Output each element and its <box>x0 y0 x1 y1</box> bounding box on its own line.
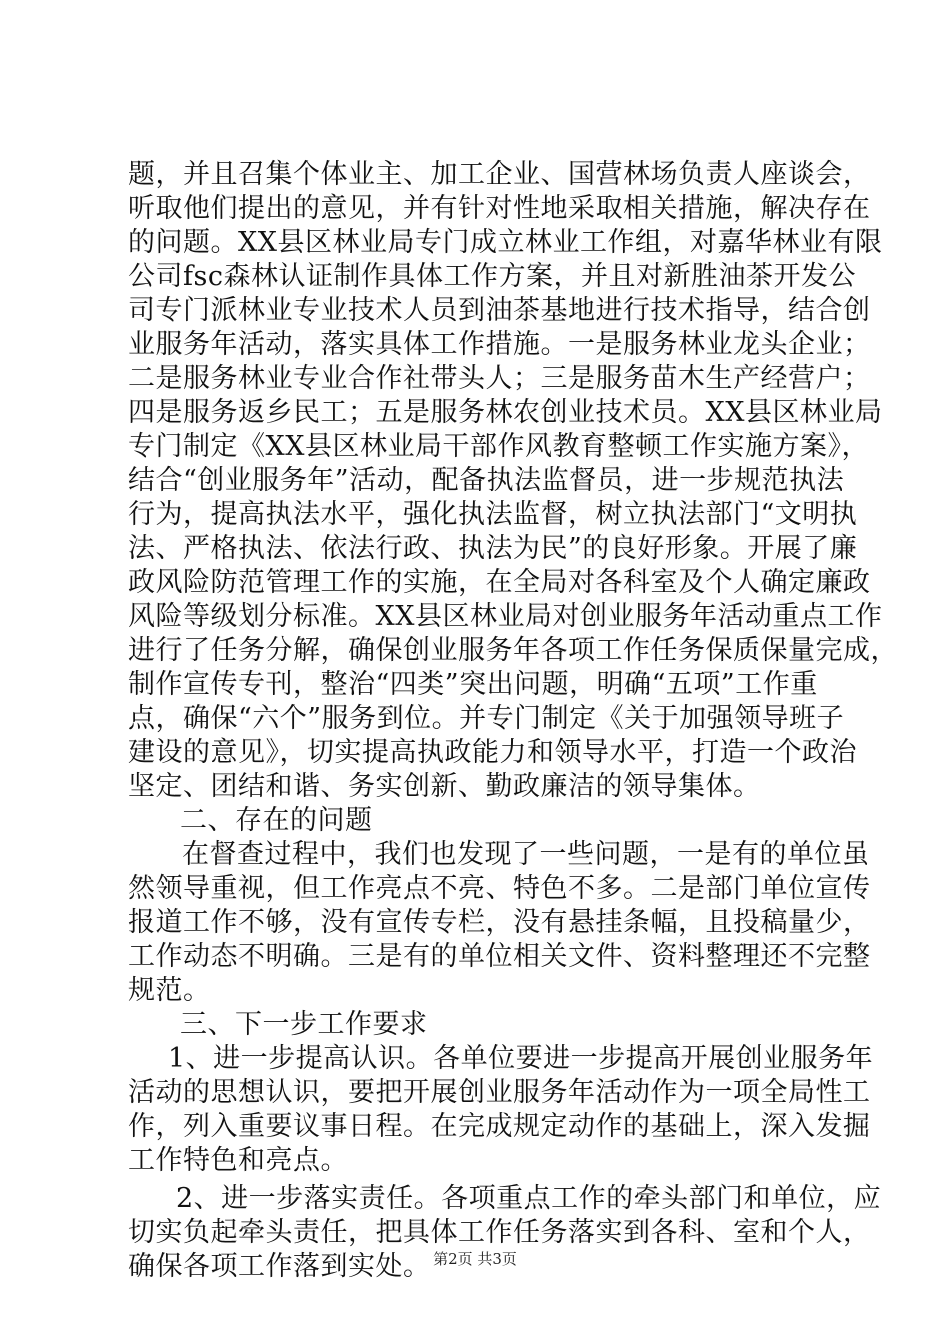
text-line: 法、严格执法、依法行政、执法为民”的良好形象。开展了廉 <box>128 533 858 564</box>
text-line: 坚定、团结和谐、务实创新、勤政廉洁的领导集体。 <box>128 771 761 802</box>
text-line: 公司fsc森林认证制作具体工作方案，并且对新胜油茶开发公 <box>128 261 856 292</box>
text-line: 题，并且召集个体业主、加工企业、国营林场负责人座谈会， <box>128 159 871 190</box>
text-line: 1、进一步提高认识。各单位要进一步提高开展创业服务年 <box>168 1043 874 1074</box>
text-line: 二是服务林业专业合作社带头人；三是服务苗木生产经营户； <box>128 363 871 394</box>
document-body <box>128 158 898 1284</box>
text-line: 政风险防范管理工作的实施，在全局对各科室及个人确定廉政 <box>128 567 871 598</box>
text-line: 专门制定《XX县区林业局干部作风教育整顿工作实施方案》， <box>128 431 869 462</box>
text-line: 制作宣传专刊，整治“四类”突出问题，明确“五项”工作重 <box>128 669 818 700</box>
text-line: 司专门派林业专业技术人员到油茶基地进行技术指导，结合创 <box>128 295 871 326</box>
text-line: 工作动态不明确。三是有的单位相关文件、资料整理还不完整 <box>128 941 871 972</box>
text-line: 进行了任务分解，确保创业服务年各项工作任务保质保量完成， <box>128 635 898 666</box>
text-line: 四是服务返乡民工；五是服务林农创业技术员。XX县区林业局 <box>128 397 883 428</box>
text-line: 确保各项工作落到实处。 <box>128 1251 431 1282</box>
text-line: 风险等级划分标准。XX县区林业局对创业服务年活动重点工作 <box>128 601 883 632</box>
text-line: 活动的思想认识，要把开展创业服务年活动作为一项全局性工 <box>128 1077 871 1108</box>
page-footer: 第2页 共3页 <box>433 1250 517 1268</box>
text-line: 结合“创业服务年”活动，配备执法监督员，进一步规范执法 <box>128 465 845 496</box>
text-line: 业服务年活动，落实具体工作措施。一是服务林业龙头企业； <box>128 329 871 360</box>
text-line: 切实负起牵头责任，把具体工作任务落实到各科、室和个人， <box>128 1217 871 1248</box>
text-line: 点，确保“六个”服务到位。并专门制定《关于加强领导班子 <box>128 703 845 734</box>
text-line: 报道工作不够，没有宣传专栏，没有悬挂条幅，且投稿量少， <box>128 907 871 938</box>
text-line: 在督查过程中，我们也发现了一些问题，一是有的单位虽 <box>182 839 870 870</box>
text-line: 听取他们提出的意见，并有针对性地采取相关措施，解决存在 <box>128 193 871 224</box>
text-line: 然领导重视，但工作亮点不亮、特色不多。二是部门单位宣传 <box>128 873 871 904</box>
text-line: 工作特色和亮点。 <box>128 1145 348 1176</box>
text-line: 行为，提高执法水平，强化执法监督，树立执法部门“文明执 <box>128 499 858 530</box>
section-heading: 二、存在的问题 <box>180 805 373 836</box>
section-heading: 三、下一步工作要求 <box>180 1009 428 1040</box>
text-line: 作，列入重要议事日程。在完成规定动作的基础上，深入发掘 <box>128 1111 871 1142</box>
text-line: 2、进一步落实责任。各项重点工作的牵头部门和单位，应 <box>176 1183 882 1214</box>
text-line: 的问题。XX县区林业局专门成立林业工作组，对嘉华林业有限 <box>128 227 883 258</box>
text-line: 规范。 <box>128 975 211 1006</box>
text-line: 建设的意见》，切实提高执政能力和领导水平，打造一个政治 <box>128 737 857 768</box>
